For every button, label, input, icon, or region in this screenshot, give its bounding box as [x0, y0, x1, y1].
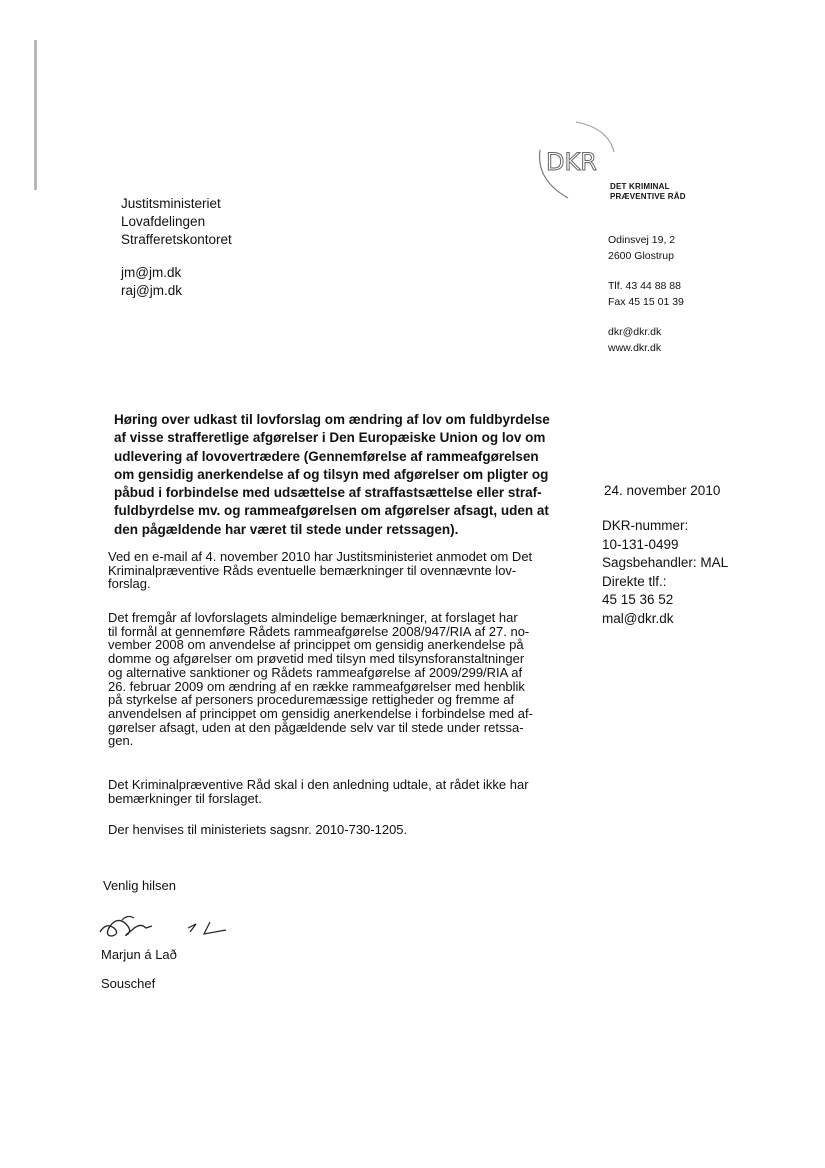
signatory-name: Marjun á Lað [101, 947, 177, 962]
letter-date: 24. november 2010 [604, 483, 721, 498]
direct-phone: 45 15 36 52 [602, 592, 674, 607]
org-phone-line: Fax 45 15 01 39 [608, 296, 684, 308]
body-line: og alternative sanktioner og Rådets rammeafgørelse af 2009/299/RIA af [108, 664, 523, 680]
scan-margin-mark [34, 40, 37, 190]
org-email: dkr@dkr.dk [608, 326, 662, 338]
body-paragraph-4 [108, 823, 407, 837]
subject-line: udlevering af lovovertrædere (Gennemførelse af rammeafgørelsen [114, 448, 539, 464]
body-line: til formål at gennemføre Rådets rammeafgørelse 2008/947/RIA af 27. no- [108, 623, 530, 639]
body-line: 26. februar 2009 om ændring af en række rammeafgørelser med henblik [108, 678, 525, 694]
reference-number: 10-131-0499 [602, 536, 679, 552]
org-name-line: PRÆVENTIVE RÅD [610, 192, 686, 201]
org-web [608, 324, 661, 356]
body-line: Det fremgår af lovforslagets almindelige bemærkninger, at forslaget har [108, 610, 518, 625]
logo-letters: DKR [546, 148, 597, 176]
case-handler: Sagsbehandler: MAL [602, 555, 729, 570]
body-paragraph-3 [108, 778, 529, 805]
body-line: Ved en e-mail af 4. november 2010 har Justitsministeriet anmodet om Det [108, 549, 533, 564]
handwritten-signature [92, 900, 242, 950]
body-line: gørelser afsagt, uden at den pågældende selv var til stede under retssa- [108, 719, 524, 735]
recipient-line: Strafferetskontoret [121, 232, 232, 247]
body-line: Der henvises til ministeriets sagsnr. 2010-730-1205. [108, 822, 408, 837]
handler-email: mal@dkr.dk [602, 610, 674, 626]
body-line: domme og afgørelser om prøvetid med tilsyn med tilsynsforanstaltninger [108, 651, 525, 667]
subject-line: den pågældende har været til stede under retssagen). [114, 521, 459, 537]
org-phone-line: Tlf. 43 44 88 88 [608, 280, 681, 292]
letter-subject [114, 411, 550, 539]
reference-block [602, 517, 728, 628]
recipient-email: jm@jm.dk [121, 265, 182, 280]
subject-line: påbud i forbindelse med udsættelse af straffastsættelse eller straf- [114, 485, 542, 501]
org-address-line: Odinsvej 19, 2 [608, 234, 676, 246]
recipient-line: Lovafdelingen [121, 214, 206, 229]
body-paragraph-1 [108, 550, 532, 591]
body-line: gen. [108, 733, 134, 749]
subject-line: fuldbyrdelse mv. og rammeafgørelsen om afgørelser afsagt, uden at [114, 503, 549, 519]
body-line: på styrkelse af personers proceduremæssige rettigheder og fremme af [108, 692, 515, 708]
org-name [610, 182, 686, 202]
recipient-emails [121, 264, 182, 300]
dkr-logo [528, 120, 618, 200]
closing-greeting: Venlig hilsen [103, 878, 176, 893]
org-address [608, 232, 675, 264]
body-paragraph-2 [108, 611, 533, 748]
body-line: bemærkninger til forslaget. [108, 790, 262, 806]
org-phone [608, 278, 684, 310]
reference-label: DKR-nummer: [602, 518, 689, 533]
subject-line: af visse strafferetlige afgørelser i Den Europæiske Union og lov om [114, 430, 546, 446]
body-line: vember 2008 om anvendelse af princippet om gensidig anerkendelse på [108, 637, 524, 653]
subject-line: om gensidig anerkendelse af og tilsyn med afgørelser om pligter og [114, 466, 549, 482]
direct-phone-label: Direkte tlf.: [602, 573, 667, 589]
body-line: forslag. [108, 576, 151, 592]
recipient-email: raj@jm.dk [121, 283, 182, 298]
recipient-address [121, 195, 232, 249]
recipient-line: Justitsministeriet [121, 196, 221, 211]
org-name-line: DET KRIMINAL [610, 182, 670, 191]
subject-line: Høring over udkast til lovforslag om ændring af lov om fuldbyrdelse [114, 412, 550, 427]
signatory-position: Souschef [101, 976, 156, 991]
body-line: Kriminalpræventive Råds eventuelle bemærkninger til ovennævnte lov- [108, 562, 517, 578]
org-address-line: 2600 Glostrup [608, 250, 674, 262]
body-line: anvendelsen af princippet om gensidig anerkendelse i forbindelse med af- [108, 705, 533, 721]
body-line: Det Kriminalpræventive Råd skal i den anledning udtale, at rådet ikke har [108, 777, 529, 792]
org-website: www.dkr.dk [608, 342, 662, 354]
